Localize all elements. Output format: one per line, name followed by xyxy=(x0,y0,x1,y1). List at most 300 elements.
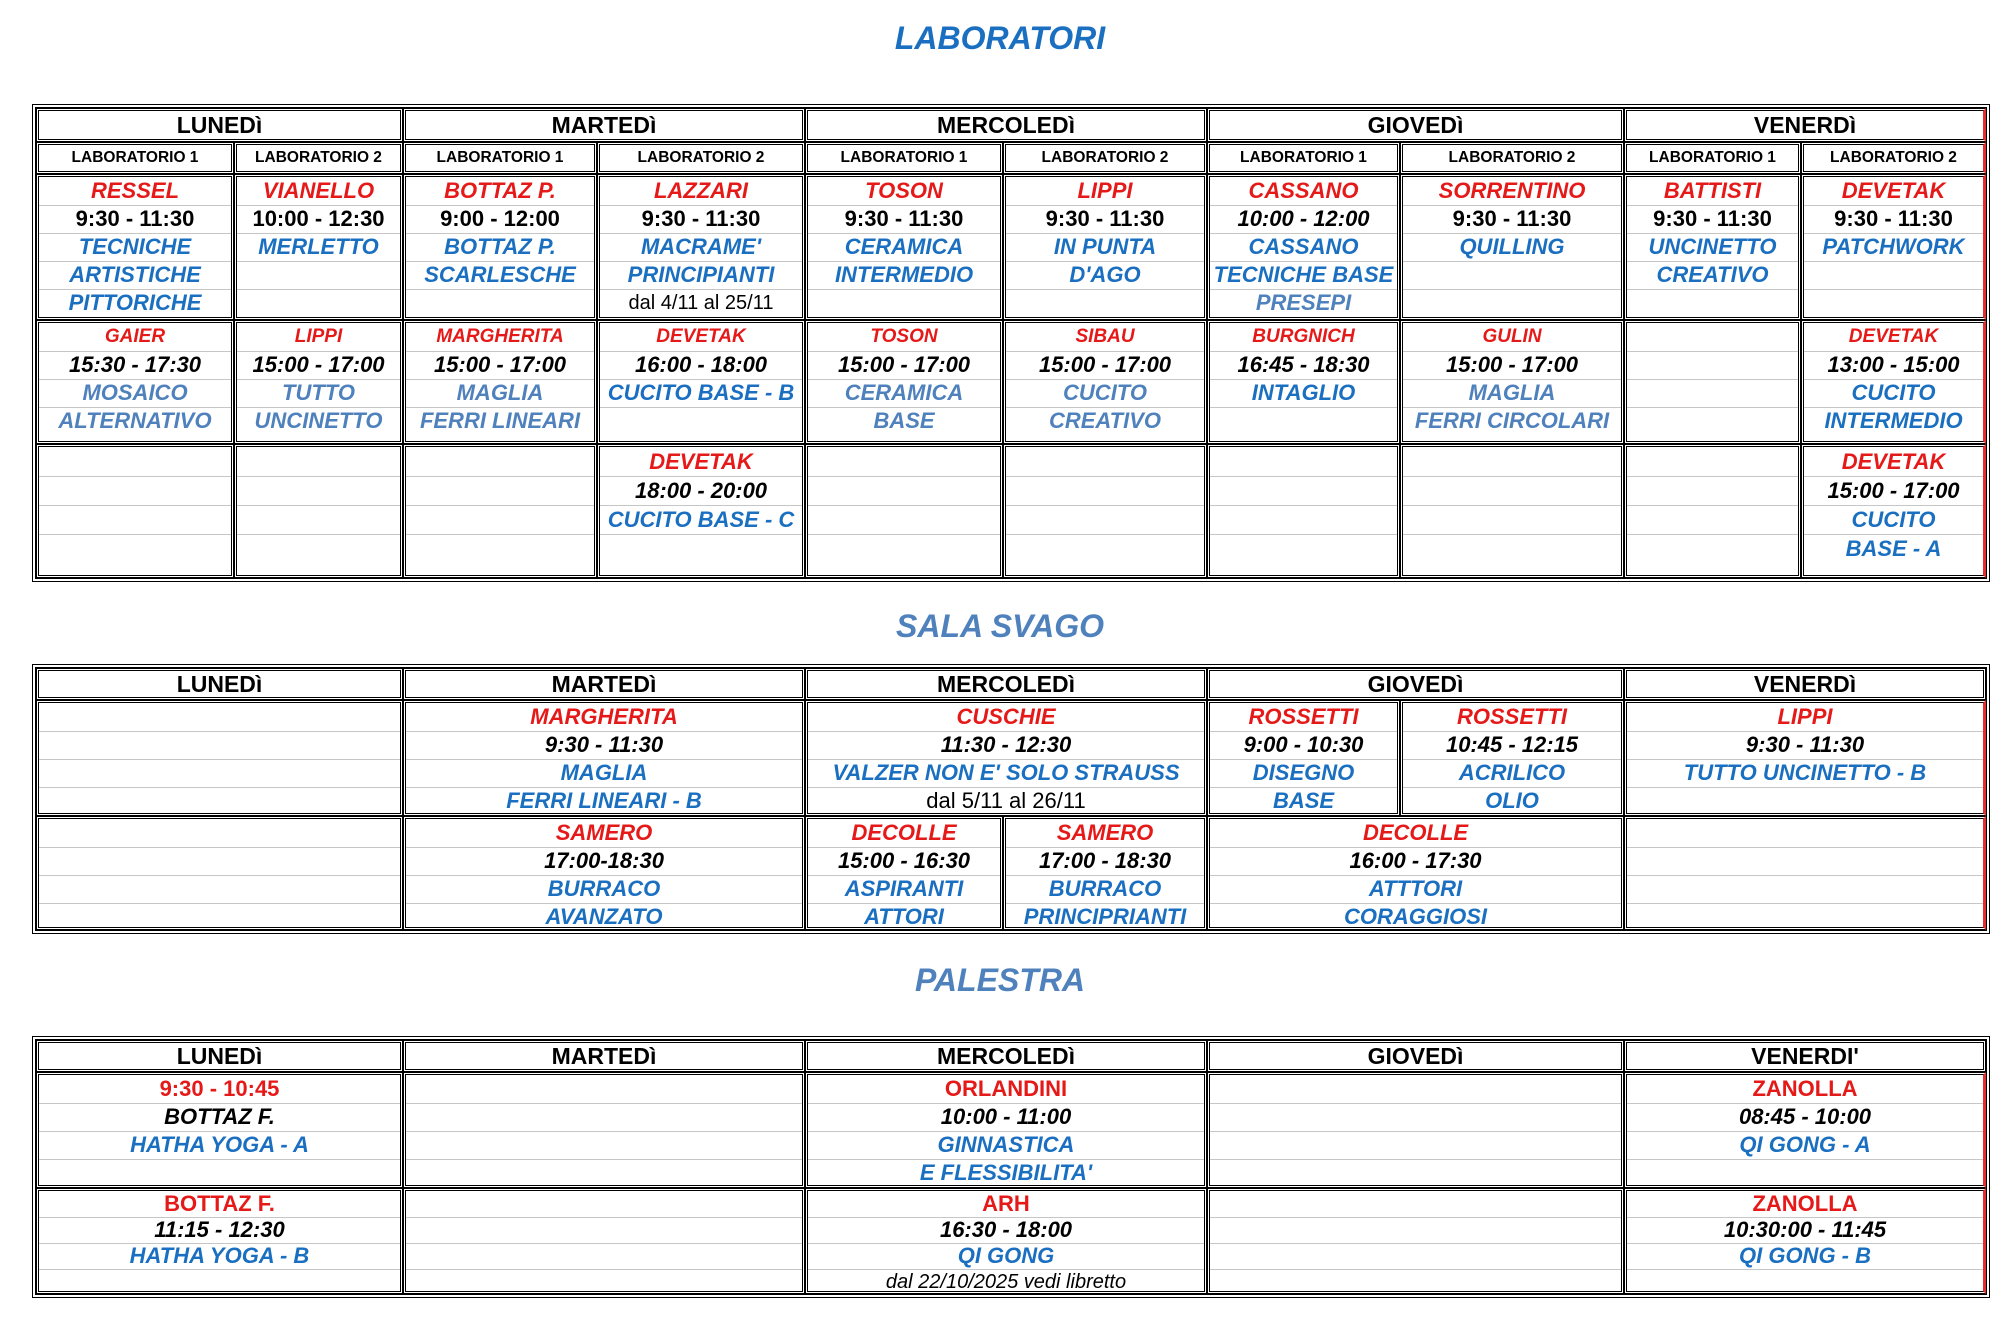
palestra-slot-afternoon-2 xyxy=(805,1188,1207,1294)
time-slot: 9:00 - 10:30 xyxy=(1210,731,1397,760)
teacher-name xyxy=(406,447,594,477)
header-line: ZANOLLA xyxy=(1627,1075,1983,1104)
teacher-name xyxy=(39,819,400,848)
teacher-name xyxy=(1403,447,1621,477)
time-slot xyxy=(1627,476,1798,506)
time-slot: 9:30 - 11:30 xyxy=(406,731,802,760)
time-slot: 13:00 - 15:00 xyxy=(1804,351,1983,380)
time-slot: 16:00 - 17:30 xyxy=(1210,847,1621,876)
activity-line xyxy=(1403,261,1621,290)
activity-note xyxy=(808,289,1000,317)
activity-line xyxy=(1627,1159,1983,1187)
lab-slot-evening-5 xyxy=(1003,444,1207,578)
lab-subheader-1 xyxy=(234,142,403,174)
time-slot: 16:45 - 18:30 xyxy=(1210,351,1397,380)
activity-line: ATTTORI xyxy=(1210,875,1621,904)
lab-subheader-7 xyxy=(1400,142,1624,174)
activity-line: GINNASTICA xyxy=(808,1131,1204,1160)
activity-line: FERRI LINEARI - B xyxy=(506,788,702,813)
sala-slot-afternoon-4 xyxy=(1207,816,1624,930)
day-header-1 xyxy=(403,1040,805,1072)
activity-line: CERAMICA xyxy=(808,233,1000,262)
activity-line: QUILLING xyxy=(1403,233,1621,262)
teacher-name: GULIN xyxy=(1403,323,1621,352)
activity-line xyxy=(237,534,400,563)
time-slot: 15:00 - 17:00 xyxy=(1006,351,1204,380)
lab-subheader-0 xyxy=(36,142,234,174)
activity-line: BURRACO xyxy=(1006,875,1204,904)
teacher-name: ROSSETTI xyxy=(1403,703,1621,732)
activity-line: BASE xyxy=(873,408,935,433)
lab-slot-morning-8 xyxy=(1624,174,1801,320)
teacher-name xyxy=(1210,447,1397,477)
activity-line: UNCINETTO xyxy=(1627,233,1798,262)
sala-slot-morning-3 xyxy=(1207,700,1400,816)
palestra-slot-morning-2 xyxy=(805,1072,1207,1188)
day-label: GIOVEDì xyxy=(1367,1043,1464,1069)
lab-subheader-label: LABORATORIO 1 xyxy=(1240,149,1367,166)
activity-line xyxy=(406,1131,802,1160)
lab-slot-evening-7 xyxy=(1400,444,1624,578)
activity-line: BASE - A xyxy=(1845,536,1942,561)
activity-line xyxy=(1403,505,1621,535)
activity-note: PITTORICHE xyxy=(68,290,202,315)
lab-slot-afternoon-8 xyxy=(1624,320,1801,444)
teacher-name: GAIER xyxy=(39,323,231,352)
day-header-3 xyxy=(1207,108,1624,142)
lab-slot-morning-9 xyxy=(1801,174,1986,320)
activity-line: ARTISTICHE xyxy=(39,261,231,290)
activity-line: ACRILICO xyxy=(1403,759,1621,788)
activity-line: MAGLIA xyxy=(406,759,802,788)
activity-line: SCARLESCHE xyxy=(406,261,594,290)
time-slot: 9:30 - 11:30 xyxy=(1403,205,1621,234)
day-label: MARTEDì xyxy=(551,671,657,697)
lab-slot-morning-6 xyxy=(1207,174,1400,320)
time-slot: 15:00 - 17:00 xyxy=(808,351,1000,380)
palestra-slot-afternoon-0 xyxy=(36,1188,403,1294)
teacher-name: BATTISTI xyxy=(1627,177,1798,206)
teacher-name: BOTTAZ P. xyxy=(406,177,594,206)
lab-subheader-5 xyxy=(1003,142,1207,174)
teacher-name xyxy=(39,703,400,732)
activity-note xyxy=(1006,289,1204,317)
activity-line: BASE xyxy=(1272,788,1335,813)
teacher-name: TOSON xyxy=(808,177,1000,206)
time-slot xyxy=(406,1217,802,1244)
time-slot xyxy=(406,1103,802,1132)
activity-line xyxy=(406,1159,802,1187)
day-header-4 xyxy=(1624,668,1986,700)
activity-note xyxy=(1627,1269,1983,1294)
lab-subheader-label: LABORATORIO 2 xyxy=(255,149,382,166)
time-slot: BOTTAZ F. xyxy=(39,1103,400,1132)
activity-line xyxy=(600,534,802,563)
activity-line xyxy=(1627,534,1798,563)
day-label: MERCOLEDì xyxy=(937,112,1075,138)
lab-slot-afternoon-9 xyxy=(1801,320,1986,444)
lab-slot-afternoon-7 xyxy=(1400,320,1624,444)
activity-line: PRINCIPIANTI xyxy=(600,261,802,290)
lab-subheader-label: LABORATORIO 2 xyxy=(1448,149,1576,166)
activity-line xyxy=(39,875,400,904)
activity-line xyxy=(1210,505,1397,535)
activity-line xyxy=(406,534,594,563)
lab-subheader-label: LABORATORIO 2 xyxy=(637,149,765,166)
teacher-name: DEVETAK xyxy=(1804,177,1983,206)
lab-slot-morning-0 xyxy=(36,174,234,320)
lab-slot-afternoon-5 xyxy=(1003,320,1207,444)
teacher-name: DECOLLE xyxy=(808,819,1000,848)
activity-note xyxy=(1804,289,1983,317)
activity-line: CUCITO BASE - B xyxy=(600,379,802,408)
palestra-slot-morning-1 xyxy=(403,1072,805,1188)
time-slot xyxy=(1403,476,1621,506)
activity-line: TECNICHE BASE xyxy=(1210,261,1397,290)
section-title-laboratori: LABORATORI xyxy=(894,20,1106,56)
day-label: LUNEDì xyxy=(176,112,263,138)
activity-line xyxy=(1403,534,1621,563)
day-label: GIOVEDì xyxy=(1367,112,1464,138)
time-slot: 9:30 - 11:30 xyxy=(1804,205,1983,234)
activity-line xyxy=(1627,379,1798,408)
palestra-slot-morning-4 xyxy=(1624,1072,1986,1188)
activity-line: DISEGNO xyxy=(1210,759,1397,788)
section-title-sala-svago: SALA SVAGO xyxy=(895,608,1104,644)
sala-svago-table xyxy=(32,664,1990,934)
time-slot: 9:30 - 11:30 xyxy=(808,205,1000,234)
activity-line xyxy=(1210,534,1397,563)
lab-subheader-3 xyxy=(597,142,805,174)
activity-note xyxy=(406,289,594,317)
lab-slot-afternoon-6 xyxy=(1207,320,1400,444)
lab-slot-evening-3 xyxy=(597,444,805,578)
lab-subheader-label: LABORATORIO 2 xyxy=(1830,149,1957,166)
teacher-name: LIPPI xyxy=(237,323,400,352)
time-slot xyxy=(39,476,231,506)
sala-slot-afternoon-3 xyxy=(1003,816,1207,930)
activity-line: INTAGLIO xyxy=(1210,379,1397,408)
day-label: LUNEDì xyxy=(176,671,263,697)
teacher-name: DEVETAK xyxy=(600,323,802,352)
time-slot: 15:30 - 17:30 xyxy=(39,351,231,380)
activity-line: E FLESSIBILITA' xyxy=(919,1160,1093,1185)
activity-line: BURRACO xyxy=(406,875,802,904)
time-slot xyxy=(1627,847,1983,876)
lab-subheader-label: LABORATORIO 1 xyxy=(840,149,968,166)
lab-slot-evening-4 xyxy=(805,444,1003,578)
activity-line: TUTTO xyxy=(237,379,400,408)
header-line xyxy=(406,1075,802,1104)
activity-note xyxy=(1627,289,1798,317)
header-line: 9:30 - 10:45 xyxy=(39,1075,400,1104)
time-slot: 15:00 - 17:00 xyxy=(1804,476,1983,506)
activity-note: dal 4/11 al 25/11 xyxy=(628,292,774,314)
day-label: MARTEDì xyxy=(551,1043,657,1069)
time-slot: 15:00 - 17:00 xyxy=(1403,351,1621,380)
day-header-3 xyxy=(1207,1040,1624,1072)
time-slot: 16:30 - 18:00 xyxy=(808,1217,1204,1244)
activity-line xyxy=(808,505,1000,535)
teacher-name xyxy=(1006,447,1204,477)
time-slot: 9:30 - 11:30 xyxy=(39,205,231,234)
activity-line: BOTTAZ P. xyxy=(406,233,594,262)
activity-line xyxy=(1627,875,1983,904)
activity-line: QI GONG - B xyxy=(1627,1243,1983,1270)
lab-subheader-label: LABORATORIO 2 xyxy=(1041,149,1169,166)
teacher-name xyxy=(1627,447,1798,477)
lab-slot-evening-6 xyxy=(1207,444,1400,578)
activity-line xyxy=(1627,787,1983,815)
activity-line xyxy=(1804,261,1983,290)
time-slot: 15:00 - 16:30 xyxy=(808,847,1000,876)
day-header-1 xyxy=(403,108,805,142)
activity-line: MACRAME' xyxy=(600,233,802,262)
lab-slot-evening-0 xyxy=(36,444,234,578)
activity-line xyxy=(1006,505,1204,535)
activity-line: MAGLIA xyxy=(406,379,594,408)
teacher-name xyxy=(39,447,231,477)
time-slot xyxy=(406,476,594,506)
section-title-palestra: PALESTRA xyxy=(914,962,1086,998)
time-slot: 18:00 - 20:00 xyxy=(600,476,802,506)
teacher-name: MARGHERITA xyxy=(406,703,802,732)
time-slot xyxy=(39,731,400,760)
day-label: GIOVEDì xyxy=(1367,671,1464,697)
lab-slot-morning-3 xyxy=(597,174,805,320)
activity-note xyxy=(1403,289,1621,317)
teacher-name: DEVETAK xyxy=(1804,323,1983,352)
teacher-name: DECOLLE xyxy=(1210,819,1621,848)
palestra-table xyxy=(32,1036,1990,1298)
activity-line: CUCITO BASE - C xyxy=(600,505,802,535)
sala-slot-morning-1 xyxy=(403,700,805,816)
activity-line xyxy=(1006,534,1204,563)
time-slot: 10:00 - 11:00 xyxy=(808,1103,1204,1132)
teacher-name: RESSEL xyxy=(39,177,231,206)
activity-line xyxy=(39,787,400,815)
activity-line: CREATIVO xyxy=(1627,261,1798,290)
time-slot: 9:30 - 11:30 xyxy=(1627,205,1798,234)
teacher-name: BURGNICH xyxy=(1210,323,1397,352)
sala-slot-afternoon-1 xyxy=(403,816,805,930)
teacher-name: DEVETAK xyxy=(1804,447,1983,477)
teacher-name: SIBAU xyxy=(1006,323,1204,352)
day-header-0 xyxy=(36,108,403,142)
day-header-4 xyxy=(1624,108,1986,142)
time-slot xyxy=(1627,351,1798,380)
activity-line: INTERMEDIO xyxy=(1824,408,1963,433)
activity-line: ATTORI xyxy=(864,904,944,929)
day-header-2 xyxy=(805,668,1207,700)
lab-slot-morning-2 xyxy=(403,174,597,320)
sala-slot-afternoon-5 xyxy=(1624,816,1986,930)
activity-note: dal 22/10/2025 vedi libretto xyxy=(885,1271,1127,1293)
teacher-name: ARH xyxy=(808,1191,1204,1218)
time-slot xyxy=(1210,1217,1621,1244)
teacher-name xyxy=(1627,323,1798,352)
time-slot xyxy=(808,476,1000,506)
time-slot xyxy=(39,847,400,876)
lab-subheader-9 xyxy=(1801,142,1986,174)
time-slot: 15:00 - 17:00 xyxy=(406,351,594,380)
lab-subheader-4 xyxy=(805,142,1003,174)
time-slot: 10:30:00 - 11:45 xyxy=(1627,1217,1983,1244)
activity-line xyxy=(237,261,400,290)
time-slot: 16:00 - 18:00 xyxy=(600,351,802,380)
activity-line: FERRI CIRCOLARI xyxy=(1414,408,1610,433)
activity-note xyxy=(237,289,400,317)
teacher-name xyxy=(1627,819,1983,848)
time-slot: 17:00-18:30 xyxy=(406,847,802,876)
teacher-name: LIPPI xyxy=(1627,703,1983,732)
lab-slot-evening-8 xyxy=(1624,444,1801,578)
teacher-name: CASSANO xyxy=(1210,177,1397,206)
teacher-name: SORRENTINO xyxy=(1403,177,1621,206)
activity-line: OLIO xyxy=(1485,788,1539,813)
activity-line xyxy=(39,1159,400,1187)
header-line xyxy=(1210,1075,1621,1104)
lab-slot-afternoon-1 xyxy=(234,320,403,444)
activity-line: PRINCIPRIANTI xyxy=(1023,904,1187,929)
day-label: VENERDì xyxy=(1753,112,1857,138)
teacher-name: ROSSETTI xyxy=(1210,703,1397,732)
activity-line xyxy=(39,534,231,563)
time-slot xyxy=(1006,476,1204,506)
activity-line xyxy=(1210,1243,1621,1270)
activity-line xyxy=(237,505,400,535)
activity-line: CREATIVO xyxy=(1048,408,1162,433)
teacher-name: VIANELLO xyxy=(237,177,400,206)
lab-slot-evening-1 xyxy=(234,444,403,578)
lab-subheader-8 xyxy=(1624,142,1801,174)
activity-line xyxy=(1210,1159,1621,1187)
activity-line: dal 5/11 al 26/11 xyxy=(926,788,1086,813)
teacher-name xyxy=(237,447,400,477)
lab-subheader-2 xyxy=(403,142,597,174)
teacher-name xyxy=(1210,1191,1621,1218)
activity-line: FERRI LINEARI xyxy=(419,408,581,433)
lab-subheader-label: LABORATORIO 1 xyxy=(436,149,564,166)
activity-line xyxy=(1627,407,1798,435)
teacher-name: TOSON xyxy=(808,323,1000,352)
teacher-name: MARGHERITA xyxy=(406,323,594,352)
day-label: MERCOLEDì xyxy=(937,1043,1075,1069)
activity-line: ASPIRANTI xyxy=(808,875,1000,904)
activity-line: MERLETTO xyxy=(237,233,400,262)
activity-line: HATHA YOGA - B xyxy=(39,1243,400,1270)
activity-note xyxy=(1210,1269,1621,1294)
activity-line: HATHA YOGA - A xyxy=(39,1131,400,1160)
lab-slot-morning-1 xyxy=(234,174,403,320)
time-slot: 08:45 - 10:00 xyxy=(1627,1103,1983,1132)
palestra-slot-morning-3 xyxy=(1207,1072,1624,1188)
activity-line: QI GONG - A xyxy=(1627,1131,1983,1160)
lab-slot-evening-9 xyxy=(1801,444,1986,578)
lab-subheader-label: LABORATORIO 1 xyxy=(71,149,199,166)
activity-line: INTERMEDIO xyxy=(808,261,1000,290)
activity-line: CASSANO xyxy=(1210,233,1397,262)
teacher-name: SAMERO xyxy=(406,819,802,848)
time-slot: 9:30 - 11:30 xyxy=(1627,731,1983,760)
palestra-slot-afternoon-3 xyxy=(1207,1188,1624,1294)
activity-line xyxy=(1627,505,1798,535)
teacher-name: DEVETAK xyxy=(600,447,802,477)
sala-slot-morning-4 xyxy=(1400,700,1624,816)
day-header-2 xyxy=(805,1040,1207,1072)
teacher-name: LAZZARI xyxy=(600,177,802,206)
teacher-name: CUSCHIE xyxy=(808,703,1204,732)
activity-line: AVANZATO xyxy=(545,904,663,929)
activity-line xyxy=(39,759,400,788)
activity-note: PRESEPI xyxy=(1255,290,1352,315)
sala-slot-morning-5 xyxy=(1624,700,1986,816)
activity-line: CUCITO xyxy=(1804,379,1983,408)
time-slot: 17:00 - 18:30 xyxy=(1006,847,1204,876)
activity-line: VALZER NON E' SOLO STRAUSS xyxy=(808,759,1204,788)
sala-slot-afternoon-0 xyxy=(36,816,403,930)
time-slot: 11:30 - 12:30 xyxy=(808,731,1204,760)
day-label: VENERDI' xyxy=(1751,1043,1859,1069)
day-header-3 xyxy=(1207,668,1624,700)
teacher-name: ZANOLLA xyxy=(1627,1191,1983,1218)
day-header-1 xyxy=(403,668,805,700)
lab-slot-morning-4 xyxy=(805,174,1003,320)
time-slot: 9:30 - 11:30 xyxy=(600,205,802,234)
time-slot: 11:15 - 12:30 xyxy=(39,1217,400,1244)
activity-line xyxy=(406,1243,802,1270)
teacher-name xyxy=(406,1191,802,1218)
activity-line xyxy=(1627,903,1983,930)
lab-slot-evening-2 xyxy=(403,444,597,578)
lab-slot-morning-7 xyxy=(1400,174,1624,320)
palestra-slot-afternoon-4 xyxy=(1624,1188,1986,1294)
activity-line: CERAMICA xyxy=(808,379,1000,408)
day-label: MERCOLEDì xyxy=(937,671,1075,697)
activity-line: D'AGO xyxy=(1006,261,1204,290)
activity-line: UNCINETTO xyxy=(254,408,383,433)
day-header-4 xyxy=(1624,1040,1986,1072)
palestra-slot-morning-0 xyxy=(36,1072,403,1188)
palestra-slot-afternoon-1 xyxy=(403,1188,805,1294)
day-header-0 xyxy=(36,1040,403,1072)
time-slot: 9:30 - 11:30 xyxy=(1006,205,1204,234)
lab-slot-morning-5 xyxy=(1003,174,1207,320)
time-slot xyxy=(1210,476,1397,506)
lab-subheader-6 xyxy=(1207,142,1400,174)
activity-line: PATCHWORK xyxy=(1804,233,1983,262)
sala-slot-afternoon-2 xyxy=(805,816,1003,930)
time-slot: 10:00 - 12:00 xyxy=(1210,205,1397,234)
day-header-0 xyxy=(36,668,403,700)
activity-line: TECNICHE xyxy=(39,233,231,262)
activity-line: CUCITO xyxy=(1804,505,1983,535)
activity-line xyxy=(39,505,231,535)
activity-line xyxy=(1210,1131,1621,1160)
activity-line: CORAGGIOSI xyxy=(1343,904,1487,929)
time-slot xyxy=(237,476,400,506)
activity-line: ALTERNATIVO xyxy=(58,408,212,433)
activity-line: CUCITO xyxy=(1006,379,1204,408)
activity-line xyxy=(1210,407,1397,435)
activity-line: MAGLIA xyxy=(1403,379,1621,408)
sala-slot-morning-2 xyxy=(805,700,1207,816)
activity-line: QI GONG xyxy=(808,1243,1204,1270)
activity-line xyxy=(808,534,1000,563)
activity-line xyxy=(406,505,594,535)
day-header-2 xyxy=(805,108,1207,142)
activity-line: IN PUNTA xyxy=(1006,233,1204,262)
